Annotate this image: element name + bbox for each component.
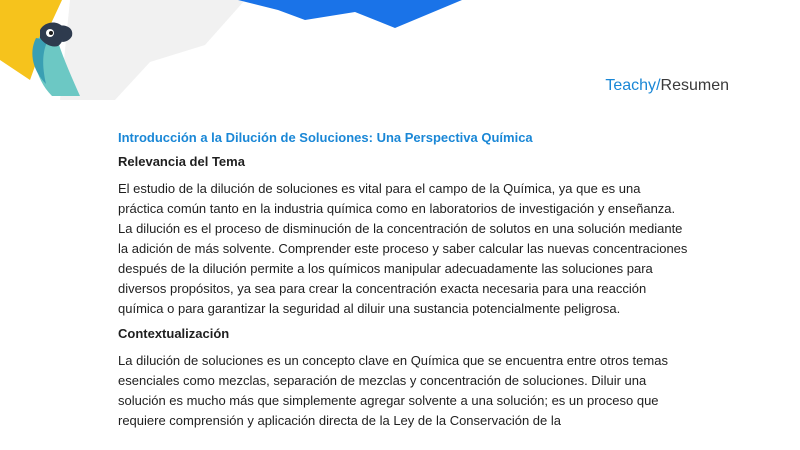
document-title: Introducción a la Dilución de Soluciones: Una Perspectiva Química xyxy=(118,130,533,145)
decor-gray-shape xyxy=(60,0,245,100)
section-heading-contextualizacion: Contextualización xyxy=(118,326,230,341)
brand-section: Resumen xyxy=(660,77,729,94)
brand-separator: / xyxy=(656,77,661,94)
brand-name[interactable]: Teachy xyxy=(605,77,657,94)
section-heading-relevancia: Relevancia del Tema xyxy=(118,154,245,169)
brand-breadcrumb[interactable] xyxy=(605,76,729,96)
section-paragraph-contextualizacion: La dilución de soluciones es un concepto clave en Química que se encuentra entre otros temas esenciales como mezclas, separación de mezclas y concentración de soluciones. Diluir una solución es mucho más que simplemente agregar solvente a una solución; es un proceso que requiere comprensión y aplicación directa de la Ley de la Conservación de la xyxy=(118,353,668,428)
document-body xyxy=(118,129,688,431)
decor-blue-shape xyxy=(238,0,462,28)
section-paragraph-relevancia: El estudio de la dilución de soluciones es vital para el campo de la Química, ya que es una práctica común tanto en la industria química como en laboratorios de investigación y enseñanza. La dilución es el proceso de disminución de la concentración de solutos en una solución mediante la adición de más solvente. Comprender este proceso y saber calcular las nuevas concentraciones después de la dilución permite a los químicos manipular adecuadamente las soluciones para diversos propósitos, ya sea para crear la concentración exacta necesaria para una reacción química o para garantizar la seguridad al diluir una sustancia potencialmente peligrosa. xyxy=(118,181,688,316)
